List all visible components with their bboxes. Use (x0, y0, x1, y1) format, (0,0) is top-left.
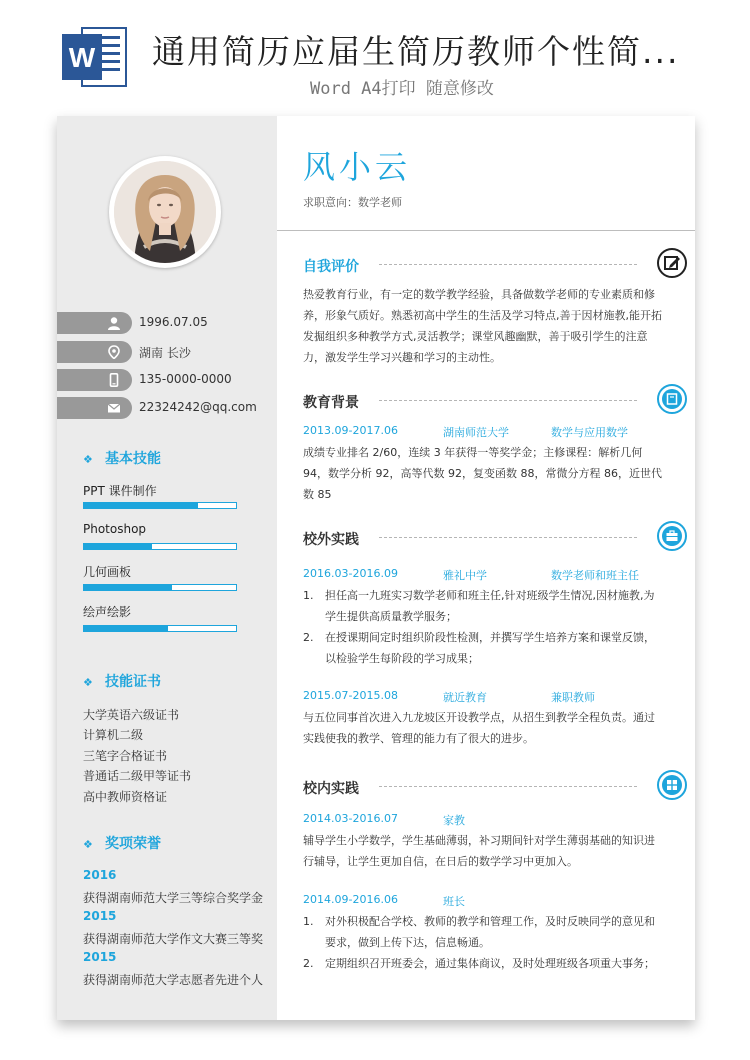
grid-icon (657, 770, 687, 800)
person-icon (107, 316, 121, 330)
cert-item: 普通话二级甲等证书 (83, 769, 192, 783)
awards-title: ❖ 奖项荣誉 (83, 836, 161, 852)
self-eval-header (303, 248, 687, 280)
skill-name: PPT 课件制作 (83, 484, 157, 498)
award-text: 获得湖南师范大学三等综合奖学金 (83, 891, 264, 905)
edit-icon (657, 248, 687, 278)
job-org: 就近教育 (443, 691, 487, 704)
phone-text: 135-0000-0000 (139, 372, 232, 386)
job-period: 2014.09-2016.06 (303, 893, 398, 906)
internal-title: 校内实践 (303, 781, 359, 797)
contact-tab (57, 312, 132, 334)
award-year: 2015 (83, 909, 117, 923)
cert-item: 高中教师资格证 (83, 790, 168, 804)
skill-bar (83, 543, 237, 550)
job-text: 与五位同事首次进入九龙坡区开设教学点，从招生到教学全程负责。通过实践使我的教学、管理的能力有了很大的进步。 (303, 711, 655, 745)
contact-tab (57, 341, 132, 363)
skill-name: 几何画板 (83, 565, 132, 579)
resume-page (57, 116, 695, 1020)
skill-bar (83, 625, 237, 632)
cert-item: 大学英语六级证书 (83, 708, 180, 722)
dashed-divider (379, 400, 637, 401)
briefcase-icon (657, 521, 687, 551)
book-icon (657, 384, 687, 414)
job-row (303, 567, 663, 585)
candidate-name: 风小云 (303, 148, 412, 186)
location-text: 湖南 长沙 (139, 346, 191, 360)
list-item: 1. 对外积极配合学校、教师的教学和管理工作，及时反映同学的意见和要求，做到上传下达，信息畅通。 (303, 915, 655, 949)
education-major: 数学与应用数学 (551, 426, 628, 439)
education-text: 成绩专业排名 2/60，连续 3 年获得一等奖学金；主修课程：解析几何 94，数学分析 92，高等代数 92，复变函数 88，常微分方程 86，近世代数 85 (303, 446, 662, 501)
mail-icon (107, 401, 121, 415)
list-item: 2. 在授课期间定时组织阶段性检测，并撰写学生培养方案和课堂反馈，以检验学生每阶段的学习成果； (303, 631, 655, 665)
cert-item: 三笔字合格证书 (83, 749, 168, 763)
diamond-icon: ❖ (83, 676, 93, 689)
external-header (303, 521, 687, 553)
internal-header (303, 770, 687, 802)
dashed-divider (379, 786, 637, 787)
education-header (303, 384, 687, 416)
divider (277, 230, 695, 231)
job-duties (303, 585, 663, 669)
job-role: 家教 (443, 814, 465, 827)
skill-bar (83, 584, 237, 591)
job-intent: 求职意向：数学老师 (303, 196, 402, 209)
job-period: 2015.07-2015.08 (303, 689, 398, 702)
award-text: 获得湖南师范大学作文大赛三等奖 (83, 932, 264, 946)
contact-email (57, 397, 277, 419)
job-row (303, 893, 663, 911)
job-duties (303, 911, 663, 974)
external-title: 校外实践 (303, 532, 359, 548)
document-title: 通用简历应届生简历教师个性简... (152, 32, 680, 71)
job-role: 班长 (443, 895, 465, 908)
award-text: 获得湖南师范大学志愿者先进个人 (83, 973, 264, 987)
certs-title: ❖ 技能证书 (83, 674, 161, 690)
self-eval-title: 自我评价 (303, 259, 359, 275)
word-document-icon (62, 22, 130, 92)
main-content (277, 116, 695, 1020)
phone-icon (107, 373, 121, 387)
diamond-icon: ❖ (83, 453, 93, 466)
svg-text:W: W (68, 42, 96, 73)
job-role: 兼职教师 (551, 691, 595, 704)
contact-location (57, 341, 277, 363)
skill-bar (83, 502, 237, 509)
job-row (303, 812, 663, 830)
list-item: 2. 定期组织召开班委会，通过集体商议，及时处理班级各项重大事务； (303, 957, 655, 970)
education-title: 教育背景 (303, 395, 359, 411)
sidebar (57, 116, 277, 1020)
header (0, 0, 750, 110)
list-item: 1. 担任高一九班实习数学老师和班主任,针对班级学生情况,因材施教,为学生提供高质量教学服务； (303, 589, 655, 623)
skill-name: 绘声绘影 (83, 605, 132, 619)
location-pin-icon (107, 345, 121, 359)
dashed-divider (379, 264, 637, 265)
self-eval-text: 热爱教育行业，有一定的数学教学经验，具备做数学老师的专业素质和修养，形象气质好。熟悉初高中学生的生活及学习特点,善于因材施教,能开拓发掘组织多种教学方式,灵活教学；课堂风趣幽默，善于吸引学生的注意力，激发学生学习兴趣和学习的主动性。 (303, 288, 662, 364)
skill-name: Photoshop (83, 522, 147, 536)
contact-tab (57, 369, 132, 391)
job-period: 2014.03-2016.07 (303, 812, 398, 825)
birthday-text: 1996.07.05 (139, 315, 208, 329)
document-subtitle: Word A4打印 随意修改 (310, 79, 494, 99)
contact-phone (57, 369, 277, 391)
job-org: 雅礼中学 (443, 569, 487, 582)
cert-item: 计算机二级 (83, 728, 144, 742)
education-period: 2013.09-2017.06 (303, 424, 398, 437)
contact-birthday (57, 312, 277, 334)
job-row (303, 689, 663, 707)
education-school: 湖南师范大学 (443, 426, 509, 439)
job-text: 辅导学生小学数学，学生基础薄弱，补习期间针对学生薄弱基础的知识进行辅导，让学生更加自信，在日后的数学学习中更加入。 (303, 834, 655, 868)
award-year: 2016 (83, 868, 117, 882)
job-role: 数学老师和班主任 (551, 569, 639, 582)
contact-tab (57, 397, 132, 419)
avatar (109, 156, 221, 268)
dashed-divider (379, 537, 637, 538)
skills-title: ❖ 基本技能 (83, 451, 161, 467)
diamond-icon: ❖ (83, 838, 93, 851)
email-text: 22324242@qq.com (139, 400, 257, 414)
job-period: 2016.03-2016.09 (303, 567, 398, 580)
award-year: 2015 (83, 950, 117, 964)
education-row (303, 424, 663, 442)
